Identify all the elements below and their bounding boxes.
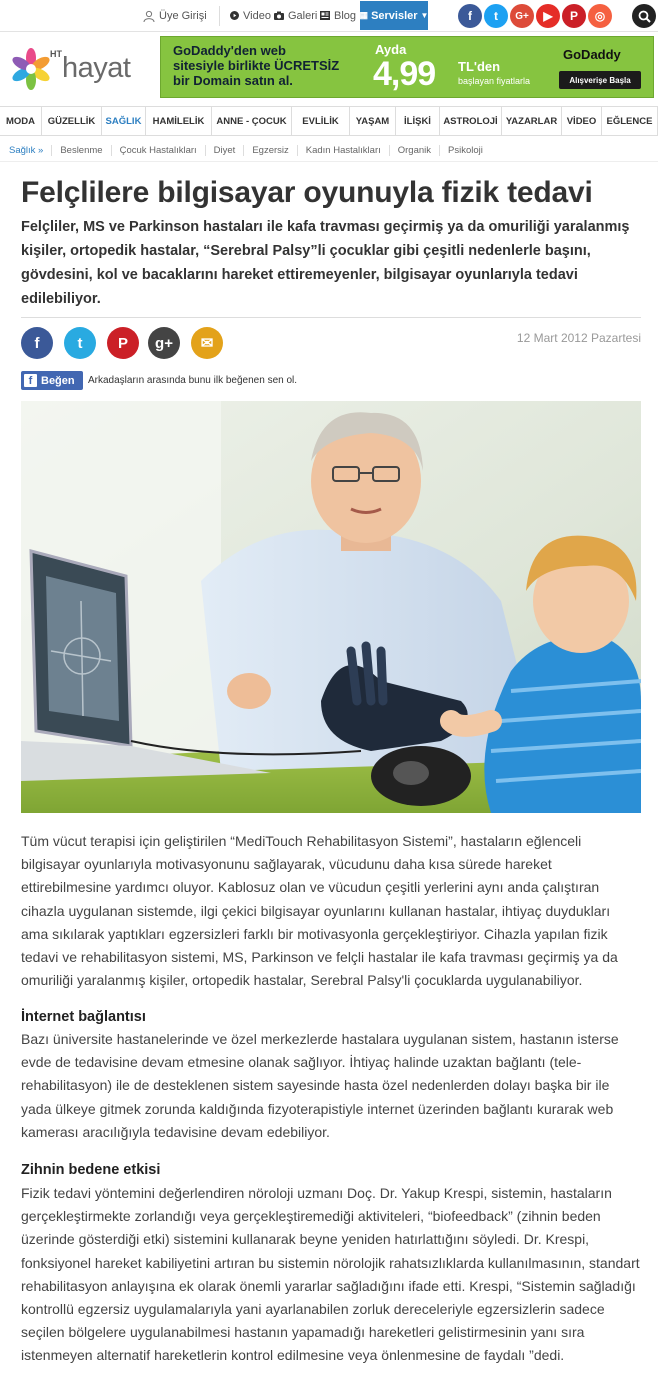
search-button[interactable] xyxy=(632,4,656,28)
nav-item[interactable]: EĞLENCE xyxy=(602,107,658,135)
article-paragraph-2: Bazı üniversite hastanelerinde ve özel merkezlerde hastalara uygulanan sistem, hastanın isterse evde de tedavisine devam etmesine olanak sağlıyor. İhtiyaç halinde uzaktan bağlantı (tele-rehabilitasyon) ile de desteklenen sistem sayesinde hasta özel nedenlerden dolayı başka bir ile yada ülkeye gitmek zorunda kaldığında fizyoterapistiyle internet üzerinden bağlantı kurarak web kamerası aracılığıyla tedavisine devam edebiliyor. xyxy=(21,1031,619,1140)
gallery-link[interactable] xyxy=(274,0,317,31)
nav-item[interactable]: HAMİLELİK xyxy=(146,107,212,135)
subnav-item[interactable]: Egzersiz xyxy=(244,145,297,156)
banner-copy xyxy=(173,43,339,88)
twitter-icon: t xyxy=(77,334,83,352)
subheading-mind-body: Zihnin bedene etkisi xyxy=(21,1162,161,1178)
instagram-icon: ◎ xyxy=(594,9,606,23)
article-divider xyxy=(21,317,641,318)
login-label: Üye Girişi xyxy=(159,9,207,22)
google-plus-social-button[interactable] xyxy=(510,4,534,28)
google-plus-share-button[interactable] xyxy=(148,327,180,359)
youtube-social-button[interactable] xyxy=(536,4,560,28)
article-summary: Felçliler, MS ve Parkinson hastaları ile kafa travması geçirmiş ya da omuriliği yaralanmış kişiler, ortopedik hastalar, “Serebral Palsy”li çocuklar gibi çeşitli nedenlerle başını, gövdesini, kol ve bacaklarını hareket ettiremeyenler, bilgisayar oyunlarıyla tedavi edilebiliyor. xyxy=(21,219,630,307)
banner-ayda: Ayda xyxy=(375,42,407,57)
facebook-like-button[interactable] xyxy=(21,371,83,390)
email-share-button[interactable] xyxy=(191,327,223,359)
pinterest-icon: P xyxy=(117,334,128,352)
nav-item[interactable]: VİDEO xyxy=(562,107,602,135)
article-paragraph-3: Fizik tedavi yöntemini değerlendiren nöroloji uzmanı Doç. Dr. Yakup Krespi, sistemin, hastaların gerçekleştirmekte zorlandığı veya gerçekleştiremediği aktiviteleri, “biofeedback” (zihnin beden üzerinde gösterdiği etki) sistemini kullanarak beyne yeniden hatırlattığını söyledi. Dr. Krespi, fonksiyonel hareket kabiliyetini artıran bu sistemin nörolojik rahatsızlıklarda kullanılmasının, standart rehabilitasyon anlayışına ek olarak önemli yararlar sağladığını ifade etti. Krespi, “Sistemin sağladığı kontrollü egzersiz uygulamalarıyla yani ayarlanabilen zorluk dereceleriyle egzersizlerin sadece seçilen bölgelere uygulanabilmesi hastanın yapamadığı hareketleri gelistirmesinin yanı sıra istenmeyen alternatif hareketlerin kontrol edilmesine veya önlenmesine de faydalı ”dedi. xyxy=(21,1185,640,1364)
article-photo xyxy=(21,401,641,813)
nav-item[interactable]: SAĞLIK xyxy=(102,107,146,135)
godaddy-banner-ad[interactable] xyxy=(160,36,654,98)
banner-currency: TL'den xyxy=(458,59,501,74)
pinterest-share-button[interactable] xyxy=(107,327,139,359)
top-bar xyxy=(0,0,658,32)
nav-item[interactable]: GÜZELLİK xyxy=(42,107,102,135)
google-plus-icon: g+ xyxy=(155,334,173,352)
subnav-item[interactable]: Psikoloji xyxy=(448,145,483,156)
logo-prefix: HT xyxy=(50,49,62,59)
subnav-item[interactable]: Kadın Hastalıkları xyxy=(298,145,390,156)
flower-logo-icon xyxy=(10,48,52,90)
article-title: Felçlilere bilgisayar oyunuyla fizik tedavi xyxy=(21,176,593,209)
nav-item[interactable]: MODA xyxy=(0,107,42,135)
banner-line-1: GoDaddy'den web xyxy=(173,43,286,58)
facebook-share-button[interactable] xyxy=(21,327,53,359)
play-icon xyxy=(230,11,239,20)
article-date: 12 Mart 2012 Pazartesi xyxy=(516,331,641,345)
nav-item[interactable]: EVLİLİK xyxy=(292,107,350,135)
banner-line-2: sitesiyle birlikte ÜCRETSİZ xyxy=(173,58,340,73)
chevron-down-icon: ▼ xyxy=(420,11,429,20)
facebook-icon: f xyxy=(24,374,37,387)
camera-icon xyxy=(274,11,284,20)
pinterest-social-button[interactable] xyxy=(562,4,586,28)
subnav-item[interactable]: Çocuk Hastalıkları xyxy=(112,145,206,156)
services-label: Servisler xyxy=(371,9,418,22)
user-icon xyxy=(143,10,155,22)
twitter-social-button[interactable] xyxy=(484,4,508,28)
banner-brand: GoDaddy xyxy=(563,47,621,62)
banner-cta-button[interactable]: Alışverişe Başla xyxy=(559,71,641,89)
youtube-icon: ▶ xyxy=(543,9,553,23)
email-icon: ✉ xyxy=(200,335,214,352)
banner-price-note: başlayan fiyatlarla xyxy=(458,76,531,86)
search-icon xyxy=(638,10,651,23)
subnav-item[interactable]: Diyet xyxy=(206,145,245,156)
article-paragraph-1: Tüm vücut terapisi için geliştirilen “MediTouch Rehabilitasyon Sistemi”, hastaların eğlenceli bilgisayar oyunlarıyla motivasyonunu sağlayarak, vücudunu daha kısa sürede hareket ettirebilmesine yardımcı oluyor. Kablosuz olan ve vücudun çeşitli yerlerini aynı anda çalıştıran cihazla uygulanan sistemde, ilgi çekici bilgisayar oyunlarını kullanan hastalar, ihtiyaç duydukları ama sıkılarak yaptıkları egzersizleri farklı bir motivasyonla gerçekleştiriyor. Cihazla yapılan fizik tedavi ve rehabilitasyon sistemi, MS, Parkinson ve felçli hastalar ile kafa travması geçirmiş ya da omuriliği yaralanmış kişiler, ortopedik hastalar, Serebral Palsy'li çocuklarda uygulanabiliyor. xyxy=(21,833,618,989)
gallery-label: Galeri xyxy=(288,9,318,22)
facebook-icon: f xyxy=(468,9,472,23)
blog-icon xyxy=(320,11,330,20)
video-label: Video xyxy=(243,9,271,22)
subheading-internet: İnternet bağlantısı xyxy=(21,1009,146,1025)
subnav-root[interactable]: Sağlık » xyxy=(0,145,52,156)
category-subnav xyxy=(0,140,658,162)
nav-item[interactable]: YAŞAM xyxy=(350,107,396,135)
services-grid-icon: ▦ xyxy=(359,10,369,20)
site-logo[interactable] xyxy=(10,44,140,90)
google-plus-icon: G+ xyxy=(515,10,529,22)
blog-link[interactable] xyxy=(320,0,356,31)
divider xyxy=(219,6,220,26)
like-social-text: Arkadaşların arasında bunu ilk beğenen sen ol. xyxy=(88,375,298,386)
banner-price: 4,99 xyxy=(373,55,436,93)
logo-text: hayat xyxy=(62,52,131,84)
pinterest-icon: P xyxy=(569,9,578,23)
twitter-icon: t xyxy=(494,9,498,23)
subnav-item[interactable]: Organik xyxy=(390,145,440,156)
services-dropdown[interactable] xyxy=(360,1,428,30)
facebook-social-button[interactable] xyxy=(458,4,482,28)
facebook-icon: f xyxy=(34,334,40,352)
login-link[interactable] xyxy=(143,0,207,31)
nav-item[interactable]: ASTROLOJİ xyxy=(440,107,502,135)
instagram-social-button[interactable] xyxy=(588,4,612,28)
nav-item[interactable]: İLİŞKİ xyxy=(396,107,440,135)
blog-label: Blog xyxy=(334,9,357,22)
subnav-item[interactable]: Beslenme xyxy=(52,145,111,156)
like-label: Beğen xyxy=(41,374,75,387)
video-link[interactable] xyxy=(230,0,271,31)
banner-line-3: bir Domain satın al. xyxy=(173,73,293,88)
twitter-share-button[interactable] xyxy=(64,327,96,359)
nav-item[interactable]: YAZARLAR xyxy=(502,107,562,135)
nav-item[interactable]: ANNE - ÇOCUK xyxy=(212,107,292,135)
main-navigation xyxy=(0,106,658,136)
